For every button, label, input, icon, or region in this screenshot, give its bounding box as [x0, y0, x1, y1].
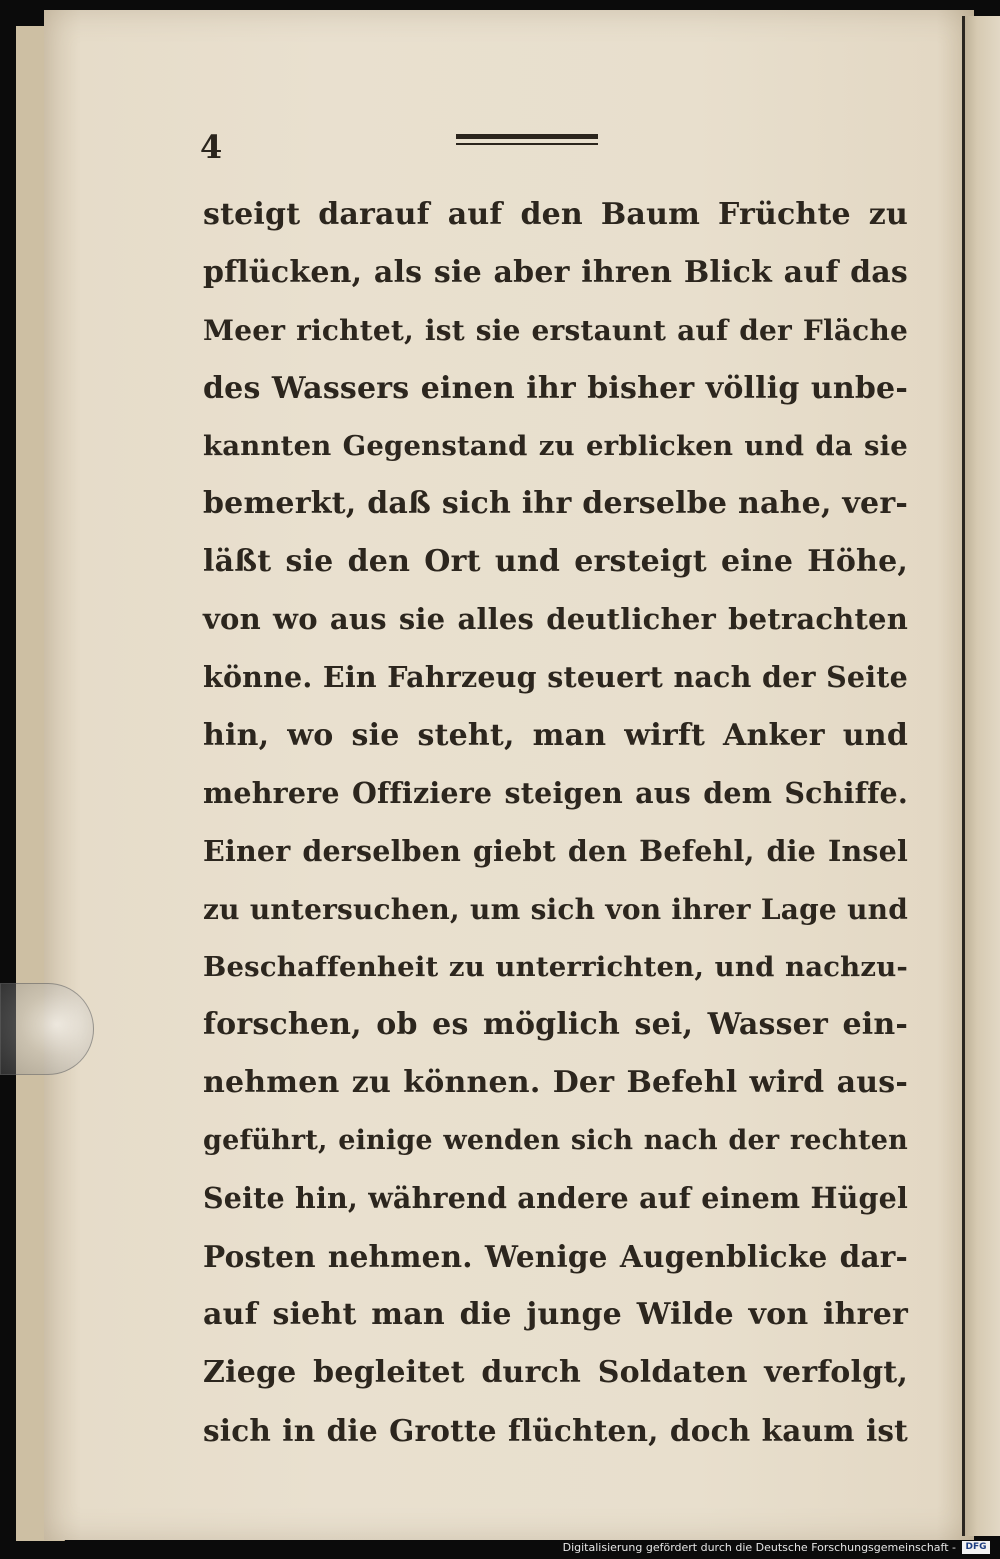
text-line: sich in die Grotte flüchten, doch kaum ist: [203, 1412, 908, 1448]
header-rule: [456, 134, 598, 148]
credit-text: Digitalisierung gefördert durch die Deutsche Forschungsgemeinschaft -: [562, 1541, 956, 1554]
text-line: steigt darauf auf den Baum Früchte zu: [203, 197, 908, 232]
text-line: forschen, ob es möglich sei, Wasser ein-: [203, 1007, 908, 1043]
text-line: Beschaffenheit zu unterrichten, und nachzu-: [203, 950, 908, 983]
page-gutter: [962, 16, 965, 1536]
page-clip: [0, 983, 94, 1075]
text-line: auf sieht man die junge Wilde von ihrer: [203, 1296, 908, 1332]
text-line: bemerkt, daß sich ihr derselbe nahe, ver-: [203, 486, 908, 522]
next-page-edge: [962, 16, 1000, 1536]
body-text: [203, 186, 908, 1460]
text-line: Seite hin, während andere auf einem Hügel: [203, 1181, 908, 1216]
text-line: könne. Ein Fahrzeug steuert nach der Seite: [203, 660, 908, 695]
text-line: mehrere Offiziere steigen aus dem Schiffe.: [203, 775, 908, 810]
text-line: Ziege begleitet durch Soldaten verfolgt,: [203, 1354, 908, 1390]
text-line: geführt, einige wenden sich nach der rechten: [203, 1125, 908, 1157]
header-rule-thin: [456, 143, 598, 145]
header-rule-thick: [456, 134, 598, 139]
text-line: zu untersuchen, um sich von ihrer Lage und: [203, 892, 908, 926]
text-line: hin, wo sie steht, man wirft Anker und: [203, 718, 908, 754]
dfg-logo: DFG: [962, 1541, 990, 1554]
text-line: des Wassers einen ihr bisher völlig unbe-: [203, 370, 908, 406]
text-line: kannten Gegenstand zu erblicken und da sie: [203, 429, 908, 462]
digitization-credit: [563, 1541, 990, 1554]
text-line: Meer richtet, ist sie erstaunt auf der Fläche: [203, 313, 908, 347]
text-line: Einer derselben giebt den Befehl, die Insel: [203, 833, 908, 868]
text-line: von wo aus sie alles deutlicher betrachten: [203, 602, 908, 637]
text-line: Posten nehmen. Wenige Augenblicke dar-: [203, 1239, 908, 1275]
text-line: läßt sie den Ort und ersteigt eine Höhe,: [203, 544, 908, 580]
page-number: 4: [200, 128, 223, 166]
text-line: pflücken, als sie aber ihren Blick auf das: [203, 254, 908, 290]
text-line: nehmen zu können. Der Befehl wird aus-: [203, 1065, 908, 1101]
